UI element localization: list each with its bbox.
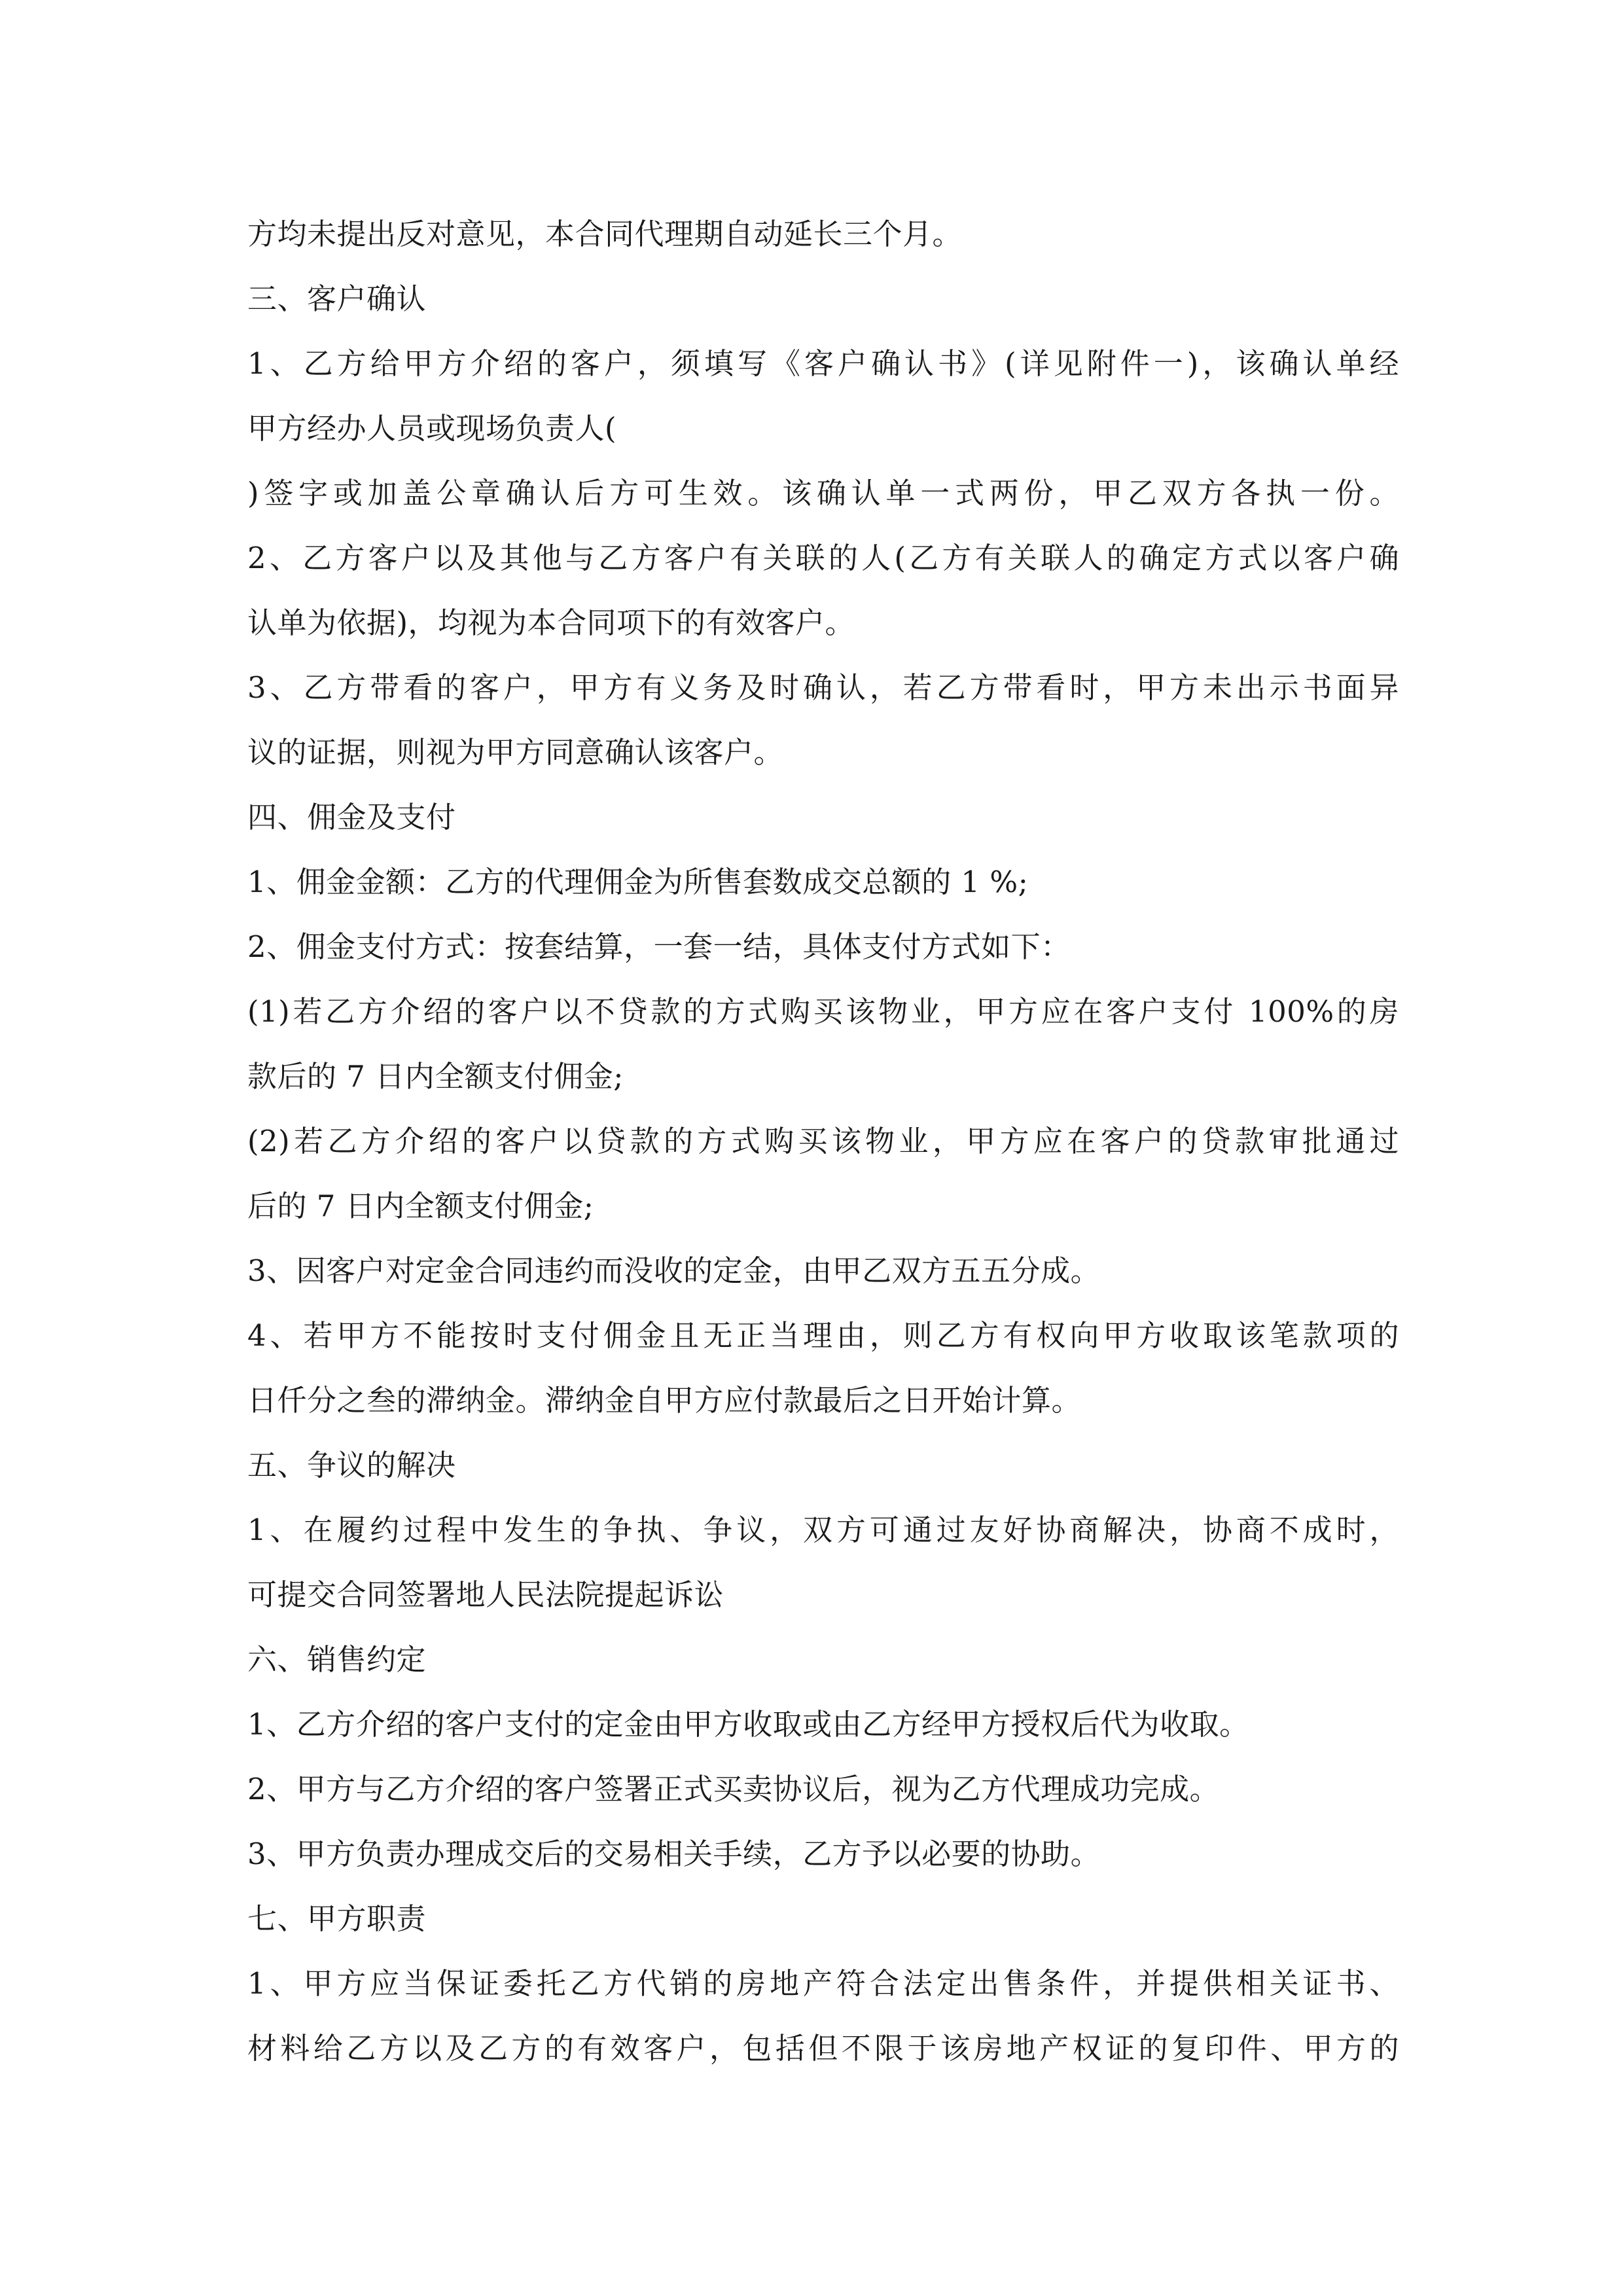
- text-line: 1、甲方应当保证委托乙方代销的房地产符合法定出售条件，并提供相关证书、: [247, 1966, 1399, 2001]
- text-line: 款后的 7 日内全额支付佣金;: [247, 1059, 624, 1094]
- text-line: 1、乙方介绍的客户支付的定金由甲方收取或由乙方经甲方授权后代为收取。: [247, 1707, 1249, 1742]
- text-line: 日仟分之叁的滞纳金。滞纳金自甲方应付款最后之日开始计算。: [247, 1383, 1082, 1418]
- text-line: 3、因客户对定金合同违约而没收的定金，由甲乙双方五五分成。: [247, 1253, 1101, 1288]
- text-line: 1、佣金金额：乙方的代理佣金为所售套数成交总额的 1 %;: [247, 865, 1029, 899]
- text-line: 1、在履约过程中发生的争执、争议，双方可通过友好协商解决，协商不成时，: [247, 1513, 1399, 1547]
- text-line: 后的 7 日内全额支付佣金;: [247, 1189, 594, 1223]
- section-heading-commission-payment: 四、佣金及支付: [247, 800, 456, 834]
- text-line: 3、甲方负责办理成交后的交易相关手续，乙方予以必要的协助。: [247, 1837, 1101, 1871]
- text-line: 3、乙方带看的客户，甲方有义务及时确认，若乙方带看时，甲方未出示书面异: [247, 670, 1399, 705]
- section-heading-party-a-duties: 七、甲方职责: [247, 1901, 427, 1936]
- text-line: 2、乙方客户以及其他与乙方客户有关联的人(乙方有关联人的确定方式以客户确: [247, 541, 1399, 575]
- text-line: 2、佣金支付方式：按套结算，一套一结，具体支付方式如下：: [247, 929, 1071, 964]
- text-line: 1、乙方给甲方介绍的客户，须填写《客户确认书》(详见附件一)，该确认单经: [247, 346, 1399, 381]
- text-line: )签字或加盖公章确认后方可生效。该确认单一式两份，甲乙双方各执一份。: [247, 476, 1399, 511]
- text-line: 4、若甲方不能按时支付佣金且无正当理由，则乙方有权向甲方收取该笔款项的: [247, 1318, 1399, 1353]
- section-heading-dispute-resolution: 五、争议的解决: [247, 1448, 456, 1482]
- section-heading-sales-agreement: 六、销售约定: [247, 1642, 427, 1677]
- text-line: 2、甲方与乙方介绍的客户签署正式买卖协议后，视为乙方代理成功完成。: [247, 1772, 1220, 1806]
- text-line: 方均未提出反对意见，本合同代理期自动延长三个月。: [247, 217, 963, 251]
- text-line: 材料给乙方以及乙方的有效客户，包括但不限于该房地产权证的复印件、甲方的: [247, 2031, 1399, 2066]
- text-line: 可提交合同签署地人民法院提起诉讼: [247, 1577, 724, 1612]
- text-line: 甲方经办人员或现场负责人(: [247, 411, 617, 446]
- text-line: (1)若乙方介绍的客户以不贷款的方式购买该物业，甲方应在客户支付 100%的房: [247, 994, 1399, 1029]
- text-line: 议的证据，则视为甲方同意确认该客户。: [247, 735, 784, 770]
- document-body: [247, 202, 1399, 2081]
- section-heading-customer-confirmation: 三、客户确认: [247, 281, 427, 316]
- text-line: 认单为依据)，均视为本合同项下的有效客户。: [247, 605, 855, 640]
- text-line: (2)若乙方介绍的客户以贷款的方式购买该物业，甲方应在客户的贷款审批通过: [247, 1124, 1399, 1158]
